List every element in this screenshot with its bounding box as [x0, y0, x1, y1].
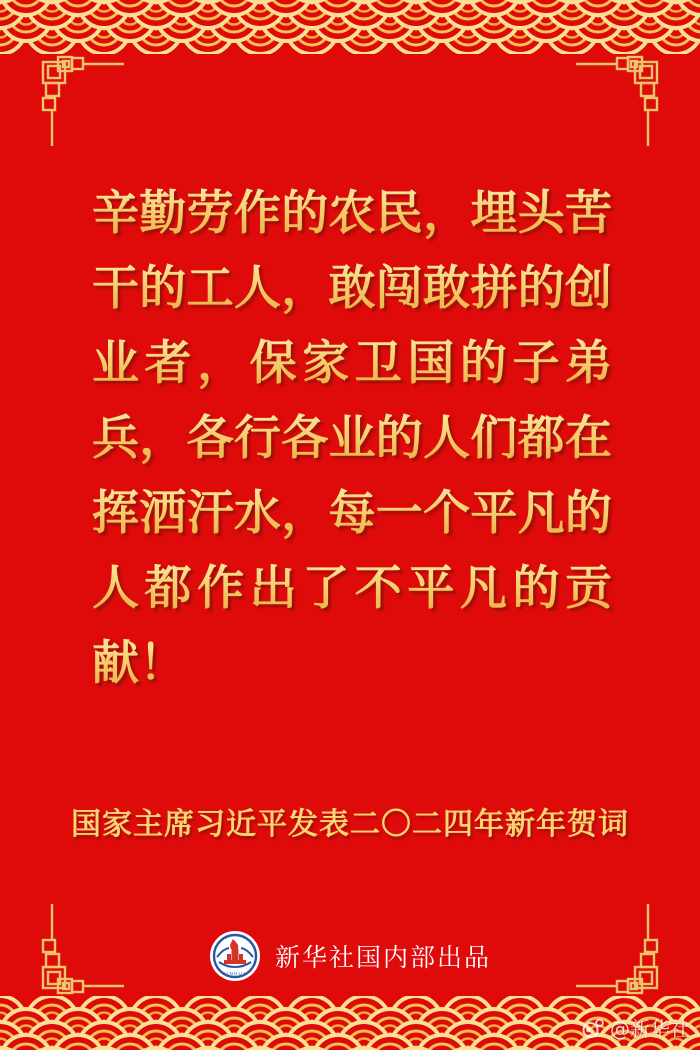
cloud-border-top: [0, 0, 700, 54]
watermark: [581, 1013, 690, 1042]
xinhua-logo-text: XINHUA: [222, 971, 248, 976]
quote-line: 人都作出了不平凡的贡: [92, 551, 612, 626]
weibo-eye-icon: [581, 1018, 605, 1038]
quote-line: 干的工人，敢闯敢拼的创: [92, 251, 612, 326]
watermark-label: @新华社: [610, 1017, 690, 1041]
corner-ornament-top-right: [576, 57, 657, 146]
quote-line: 业者，保家卫国的子弟: [92, 326, 612, 401]
quote-line: 挥洒汗水，每一个平凡的: [92, 476, 612, 551]
quote-block: [92, 176, 612, 701]
xinhua-logo-icon: [209, 930, 261, 982]
publisher-row: [0, 928, 700, 984]
quote-line: 献！: [92, 626, 612, 701]
quote-line: 辛勤劳作的农民，埋头苦: [92, 176, 612, 251]
caption-title: 国家主席习近平发表二〇二四年新年贺词: [71, 807, 629, 842]
corner-ornament-top-left: [43, 57, 124, 146]
quote-line: 兵，各行各业的人们都在: [92, 401, 612, 476]
publisher-label: 新华社国内部出品: [274, 943, 491, 972]
